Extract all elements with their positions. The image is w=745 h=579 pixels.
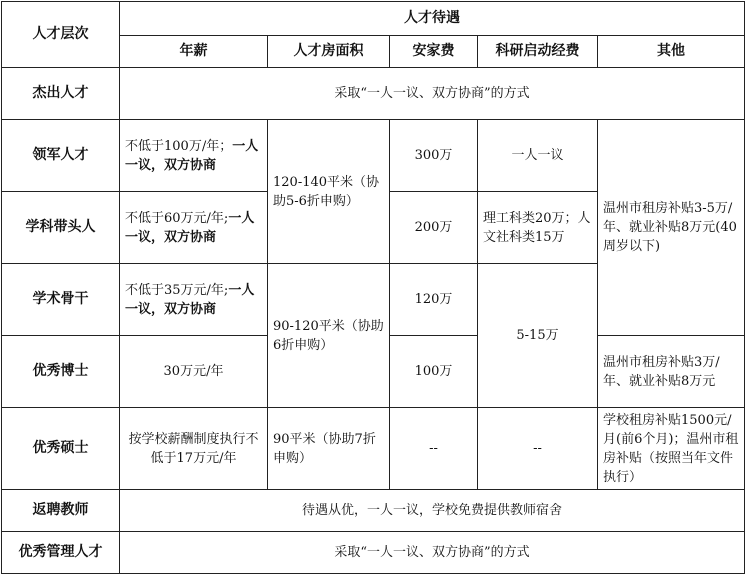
salary-text: 不低于35万元/年; <box>125 282 229 298</box>
header-housing: 人才房面积 <box>268 36 390 68</box>
salary-negotiable: 一人一议，双方协商 <box>125 210 255 245</box>
header-settle: 安家费 <box>390 36 478 68</box>
header-salary: 年薪 <box>120 36 268 68</box>
level-leader: 领军人才 <box>2 120 120 192</box>
salary-negotiable: 一人一议，双方协商 <box>125 282 255 317</box>
table-row <box>2 490 745 532</box>
salary-text: 不低于60万元/年; <box>125 210 229 226</box>
level-academic: 学术骨干 <box>2 264 120 336</box>
table-row <box>2 68 745 120</box>
treatment-outstanding: 采取“一人一议、双方协商”的方式 <box>120 68 745 120</box>
level-rehire: 返聘教师 <box>2 490 120 532</box>
settle-master: -- <box>390 408 478 490</box>
housing-mid: 90-120平米（协助6折申购） <box>268 264 390 408</box>
salary-discipline <box>120 192 268 264</box>
salary-leader <box>120 120 268 192</box>
level-master: 优秀硕士 <box>2 408 120 490</box>
research-discipline: 理工科类20万；人文社科类15万 <box>478 192 598 264</box>
level-discipline: 学科带头人 <box>2 192 120 264</box>
treatment-management: 采取“一人一议、双方协商”的方式 <box>120 532 745 574</box>
settle-discipline: 200万 <box>390 192 478 264</box>
header-research: 科研启动经费 <box>478 36 598 68</box>
settle-academic: 120万 <box>390 264 478 336</box>
research-master: -- <box>478 408 598 490</box>
settle-leader: 300万 <box>390 120 478 192</box>
other-top: 温州市租房补贴3-5万/年、就业补贴8万元(40周岁以下) <box>598 120 745 336</box>
table-row <box>2 532 745 574</box>
salary-phd: 30万元/年 <box>120 336 268 408</box>
talent-treatment-table <box>1 1 745 574</box>
housing-top: 120-140平米（协助5-6折申购） <box>268 120 390 264</box>
header-level: 人才层次 <box>2 2 120 68</box>
research-leader: 一人一议 <box>478 120 598 192</box>
level-management: 优秀管理人才 <box>2 532 120 574</box>
header-other: 其他 <box>598 36 745 68</box>
salary-text: 不低于100万/年； <box>125 138 233 154</box>
salary-academic <box>120 264 268 336</box>
level-phd: 优秀博士 <box>2 336 120 408</box>
header-treatment: 人才待遇 <box>120 2 745 36</box>
salary-master: 按学校薪酬制度执行不低于17万元/年 <box>120 408 268 490</box>
table-row <box>2 408 745 490</box>
housing-master: 90平米（协助7折申购） <box>268 408 390 490</box>
other-phd: 温州市租房补贴3万/年、就业补贴8万元 <box>598 336 745 408</box>
level-outstanding: 杰出人才 <box>2 68 120 120</box>
salary-negotiable: 一人一议，双方协商 <box>125 138 259 173</box>
table-row <box>2 120 745 192</box>
other-master: 学校租房补贴1500元/月(前6个月)；温州市租房补贴（按照当年文件执行） <box>598 408 745 490</box>
settle-phd: 100万 <box>390 336 478 408</box>
treatment-rehire: 待遇从优，一人一议，学校免费提供教师宿舍 <box>120 490 745 532</box>
research-mid: 5-15万 <box>478 264 598 408</box>
